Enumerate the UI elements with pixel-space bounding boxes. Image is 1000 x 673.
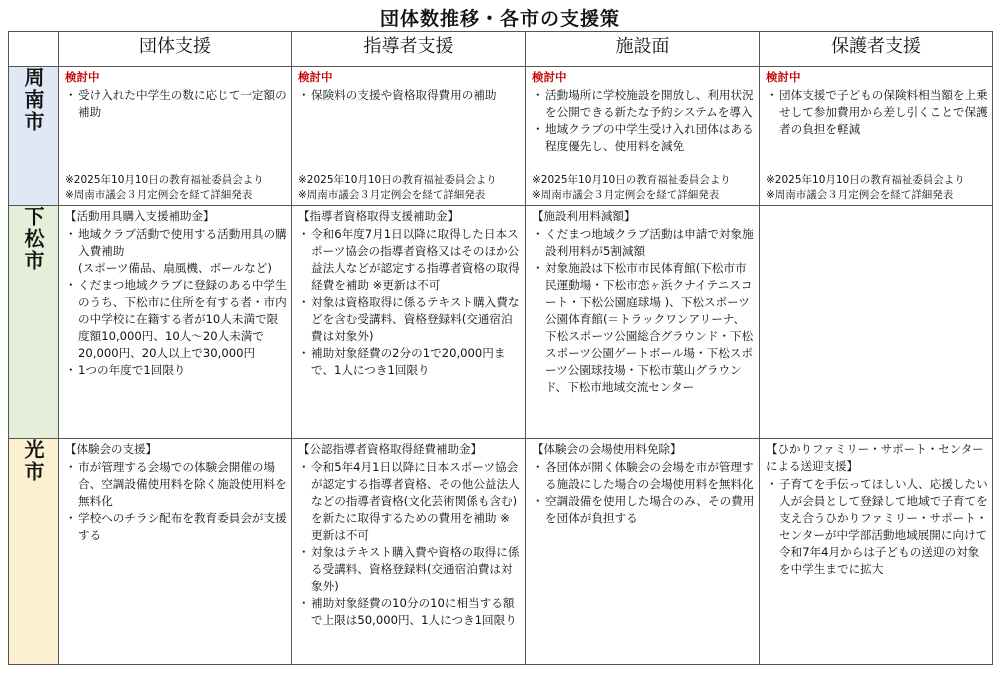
support-list [65,226,287,379]
note-line: ※2025年10月10日の教育福祉委員会より [766,174,965,186]
status-tag: 検討中 [65,70,100,84]
support-cell [292,67,526,206]
list-item: ・ 令和6年度7月1日以降に取得した日本スポーツ協会の指導者資格又はそのほか公益法人などが認定する指導者資格の取得経費を補助 ※更新は不可 [298,226,521,294]
support-list [532,226,755,396]
support-cell [526,67,760,206]
support-cell [59,67,292,206]
status-tag: 検討中 [532,70,567,84]
cell-content [760,67,992,205]
support-table [8,31,993,665]
city-label [9,67,59,206]
list-item: ・ くだまつ地域クラブ活動は申請で対象施設利用料が5割減額 [532,226,755,260]
status-tag: 検討中 [766,70,801,84]
program-heading: 【公認指導者資格取得経費補助金】 [298,442,482,456]
list-item: ・ 地域クラブ活動で使用する活動用具の購入費補助 (スポーツ備品、扇風機、ボールなど) [65,226,287,277]
list-item: ・ 子育てを手伝ってほしい人、応援したい人が会員として登録して地域で子育てを支え合うひかりファミリー・サポート・センターが中学部活動地域展開に向けて令和7年4月からは子どもの送迎の対象を中学生までに拡大 [766,476,988,578]
status-tag: 検討中 [298,70,333,84]
column-header-guardian-support: 保護者支援 [760,32,993,67]
list-item: ・ 対象は資格取得に係るテキスト購入費などを含む受講料、資格登録料(交通宿泊費は対象外) [298,294,521,345]
list-item: ・ 保険料の支援や資格取得費用の補助 [298,87,521,104]
corner-cell [9,32,59,67]
note-line: ※2025年10月10日の教育福祉委員会より [65,174,264,186]
row-hikari [9,439,993,665]
list-item: ・ 活動場所に学校施設を開放し、利用状況を公開できる新たな予約システムを導入 [532,87,755,121]
source-notes [532,173,731,203]
program-heading: 【施設利用料減額】 [532,209,636,223]
support-list [298,87,521,104]
support-list [298,459,521,629]
cell-content [292,439,525,664]
city-name: 光市 [21,439,45,483]
list-item: ・ 団体支援で子どもの保険料相当額を上乗せして参加費用から差し引くことで保護者の負担を軽減 [766,87,988,138]
list-item: ・ 地域クラブの中学生受け入れ団体はある程度優先し、使用料を減免 [532,121,755,155]
program-heading: 【活動用具購入支援補助金】 [65,209,215,223]
source-notes [766,173,965,203]
column-header-facilities: 施設面 [526,32,760,67]
support-list [298,226,521,379]
city-label [9,206,59,439]
list-item: ・ 令和5年4月1日以降に日本スポーツ協会が認定する指導者資格、その他公益法人などの指導者資格(文化芸術関係も含む)を新たに取得するための費用を補助 ※更新は不可 [298,459,521,544]
support-list [766,87,988,138]
support-list [766,476,988,578]
support-cell [760,206,993,439]
support-cell [59,206,292,439]
source-notes [65,173,264,203]
list-item: ・ くだまつ地域クラブに登録のある中学生のうち、下松市に住所を有する者・市内の中学校に在籍する者が10人未満で限度額10,000円、10人～20人未満で20,000円、20人以上で30,000円 [65,277,287,362]
list-item: ・ 補助対象経費の10分の10に相当する額で上限は50,000円、1人につき1回限り [298,595,521,629]
note-line: ※2025年10月10日の教育福祉委員会より [298,174,497,186]
program-heading: 【体験会の支援】 [65,442,157,456]
support-list [532,459,755,527]
cell-content [760,206,992,438]
cell-content [526,206,759,438]
support-list [65,459,287,544]
support-cell [292,439,526,665]
list-item: ・ 学校へのチラシ配布を教育委員会が支援する [65,510,287,544]
program-heading: 【指導者資格取得支援補助金】 [298,209,459,223]
list-item: ・ 補助対象経費の2分の1で20,000円まで、1人につき1回限り [298,345,521,379]
city-label [9,439,59,665]
list-item: ・ 対象施設は下松市市民体育館(下松市市民運動場・下松市恋ヶ浜クナイテニスコート・下松公園庭球場 )、下松スポーツ公園体育館(＝トラックワンアリーナ、下松スポーツ公園総合グラウンド・下松スポーツ公園ゲートボール場・下松スポーツ公園球技場・下松市葉山グラウンド、下松市地域交流センター [532,260,755,396]
cell-content [526,67,759,205]
column-header-group-support: 団体支援 [59,32,292,67]
city-name: 周南市 [21,67,45,133]
note-line: ※周南市議会３月定例会を経て詳細発表 [532,189,720,201]
support-list [532,87,755,155]
note-line: ※2025年10月10日の教育福祉委員会より [532,174,731,186]
source-notes [298,173,497,203]
support-cell [760,67,993,206]
note-line: ※周南市議会３月定例会を経て詳細発表 [65,189,253,201]
cell-content [292,67,525,205]
support-cell [292,206,526,439]
list-item: ・ 市が管理する会場での体験会開催の場合、空調設備使用料を除く施設使用料を無料化 [65,459,287,510]
cell-content [292,206,525,438]
list-item: ・ 受け入れた中学生の数に応じて一定額の補助 [65,87,287,121]
list-item: ・ 対象はテキスト購入費や資格の取得に係る受講料、資格登録料(交通宿泊費は対象外) [298,544,521,595]
support-cell [526,439,760,665]
support-list [65,87,287,121]
support-cell [59,439,292,665]
note-line: ※周南市議会３月定例会を経て詳細発表 [766,189,954,201]
row-kudamatsu [9,206,993,439]
column-header-leader-support: 指導者支援 [292,32,526,67]
city-name: 下松市 [21,206,45,272]
cell-content [760,439,992,664]
cell-content [526,439,759,664]
cell-content [59,67,291,205]
program-heading: 【ひかりファミリー・サポート・センターによる送迎支援】 [766,442,984,473]
list-item: ・ 空調設備を使用した場合のみ、その費用を団体が負担する [532,493,755,527]
program-heading: 【体験会の会場使用料免除】 [532,442,682,456]
support-cell [760,439,993,665]
row-shunan [9,67,993,206]
cell-content [59,206,291,438]
header-row [9,32,993,67]
cell-content [59,439,291,664]
page-title: 団体数推移・各市の支援策 [379,8,620,30]
support-cell [526,206,760,439]
list-item: ・ 1つの年度で1回限り [65,362,287,379]
note-line: ※周南市議会３月定例会を経て詳細発表 [298,189,486,201]
list-item: ・ 各団体が開く体験会の会場を市が管理する施設にした場合の会場使用料を無料化 [532,459,755,493]
